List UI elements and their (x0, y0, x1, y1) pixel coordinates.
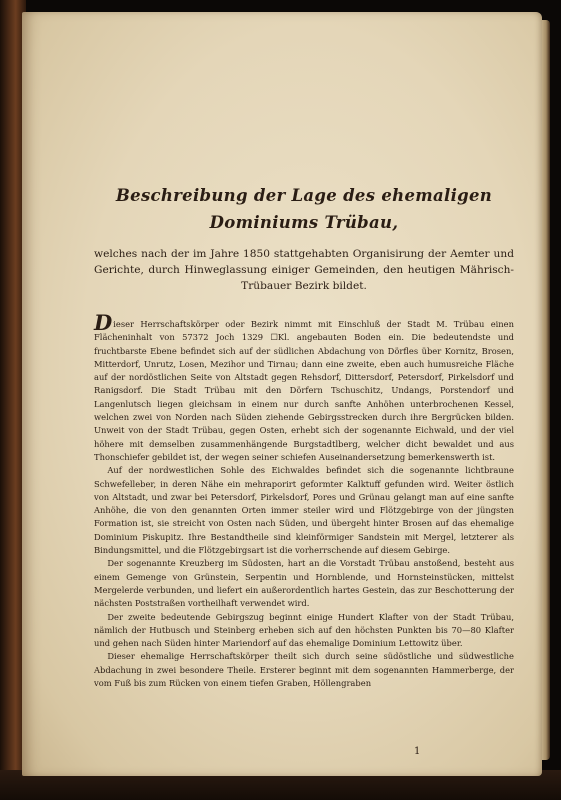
page-title (94, 182, 514, 236)
paragraph-3: Der sogenannte Kreuzberg im Südosten, hart an die Vorstadt Trübau anstoßend, besteht aus einem Gemenge von Grünstein, Serpentin und Hornblende, und Hornsteinstücken, mittelst Mergelerde verbunden, und liefert ein außerordentlich hartes Gestein, das zur Beschotterung der nächsten Poststraßen vortheilhaft verwendet wird. (94, 558, 514, 609)
title-line-2: Dominiums Trübau, (209, 213, 399, 232)
drop-cap: D (94, 310, 113, 335)
page-content (94, 182, 514, 690)
paragraph-5: Dieser ehemalige Herrschaftskörper theilt sich durch seine südöstliche und südwestliche Abdachung in zwei besondere Theile. Ersterer beginnt mit dem sogenannten Hammerberge, der vom Fuß bis zum Rücken von einem tiefen Graben, Höllengraben (94, 651, 514, 689)
paragraph-1 (94, 310, 514, 464)
paragraph-2: Auf der nordwestlichen Sohle des Eichwaldes befindet sich die sogenannte lichtbraune Schwefelleber, in deren Nähe ein mehraporirt geformter Kalktuff gefunden wird. Weiter östlich von Altstadt, und zwar bei Petersdorf, Pirkelsdorf, Pores und Grünau gelangt man auf eine sanfte Anhöhe, die von den genannten Orten immer steiler wird und Flötzgebirge von der jüngsten Formation ist, sie streicht von Osten nach Süden, und übergeht hinter Brosen auf das ehemalige Dominium Piskupitz. Ihre Bestandtheile sind kleinförmiger Sandstein mit Mergel, letzterer als Bindungsmittel, und die Flötzgebirgsart ist die vorherrschende auf diesem Gebirge. (94, 465, 514, 556)
paragraph-4: Der zweite bedeutende Gebirgszug beginnt einige Hundert Klafter von der Stadt Trübau, nämlich der Hutbusch und Steinberg erheben sich auf den höchsten Punkten bis 70—80 Klafter und gehen nach Süden hinter Mariendorf auf das ehemalige Dominium Lettowitz über. (94, 611, 514, 649)
page-number: 1 (414, 746, 421, 757)
subtitle: welches nach der im Jahre 1850 stattgehabten Organisirung der Aemter und Gerichte, durch Hinweglassung einiger Gemeinden, den heutigen Mährisch-Trübauer Bezirk bildet. (94, 248, 514, 292)
paragraph-1-text: ieser Herrschaftskörper oder Bezirk nimmt mit Einschluß der Stadt M. Trübau einen Flächeninhalt von 57372 Joch 1329 ☐Kl. angebauten Boden ein. Die bedeutendste und fruchtbarste Ebene befindet sich auf der südlichen Abdachung von Dörfles über Kornitz, Brosen, Mitterdorf, Unrutz, Losen, Mezihor und Tirnau; dann eine zweite, eben auch humusreiche Fläche auf der nordöstlichen Seite von Altstadt gegen Rehsdorf, Dittersdorf, Petersdorf, Pirkelsdorf und Ranigsdorf. Die Stadt Trübau mit den Dörfern Tschuschitz, Undangs, Porstendorf und Langenlutsch liegen gleichsam in einem nur durch sanfte Anhöhen unterbrochenen Kessel, welchen zwei von Norden nach Süden ziehende Gebirgsstrecken durch ihre Bergrücken bilden. Unweit von der Stadt Trübau, gegen Osten, erhebt sich der sogenannte Eichwald, und der viel höhere mit demselben zusammenhängende Burgstadtlberg, welcher dicht bewaldet und aus Thonschiefer gebildet ist, der wegen seiner schiefen Auseinandersetzung bemerkenswerth ist. (94, 319, 514, 462)
book-page (22, 12, 542, 776)
title-line-1: Beschreibung der Lage des ehemaligen (115, 186, 493, 205)
body-text (94, 310, 514, 690)
